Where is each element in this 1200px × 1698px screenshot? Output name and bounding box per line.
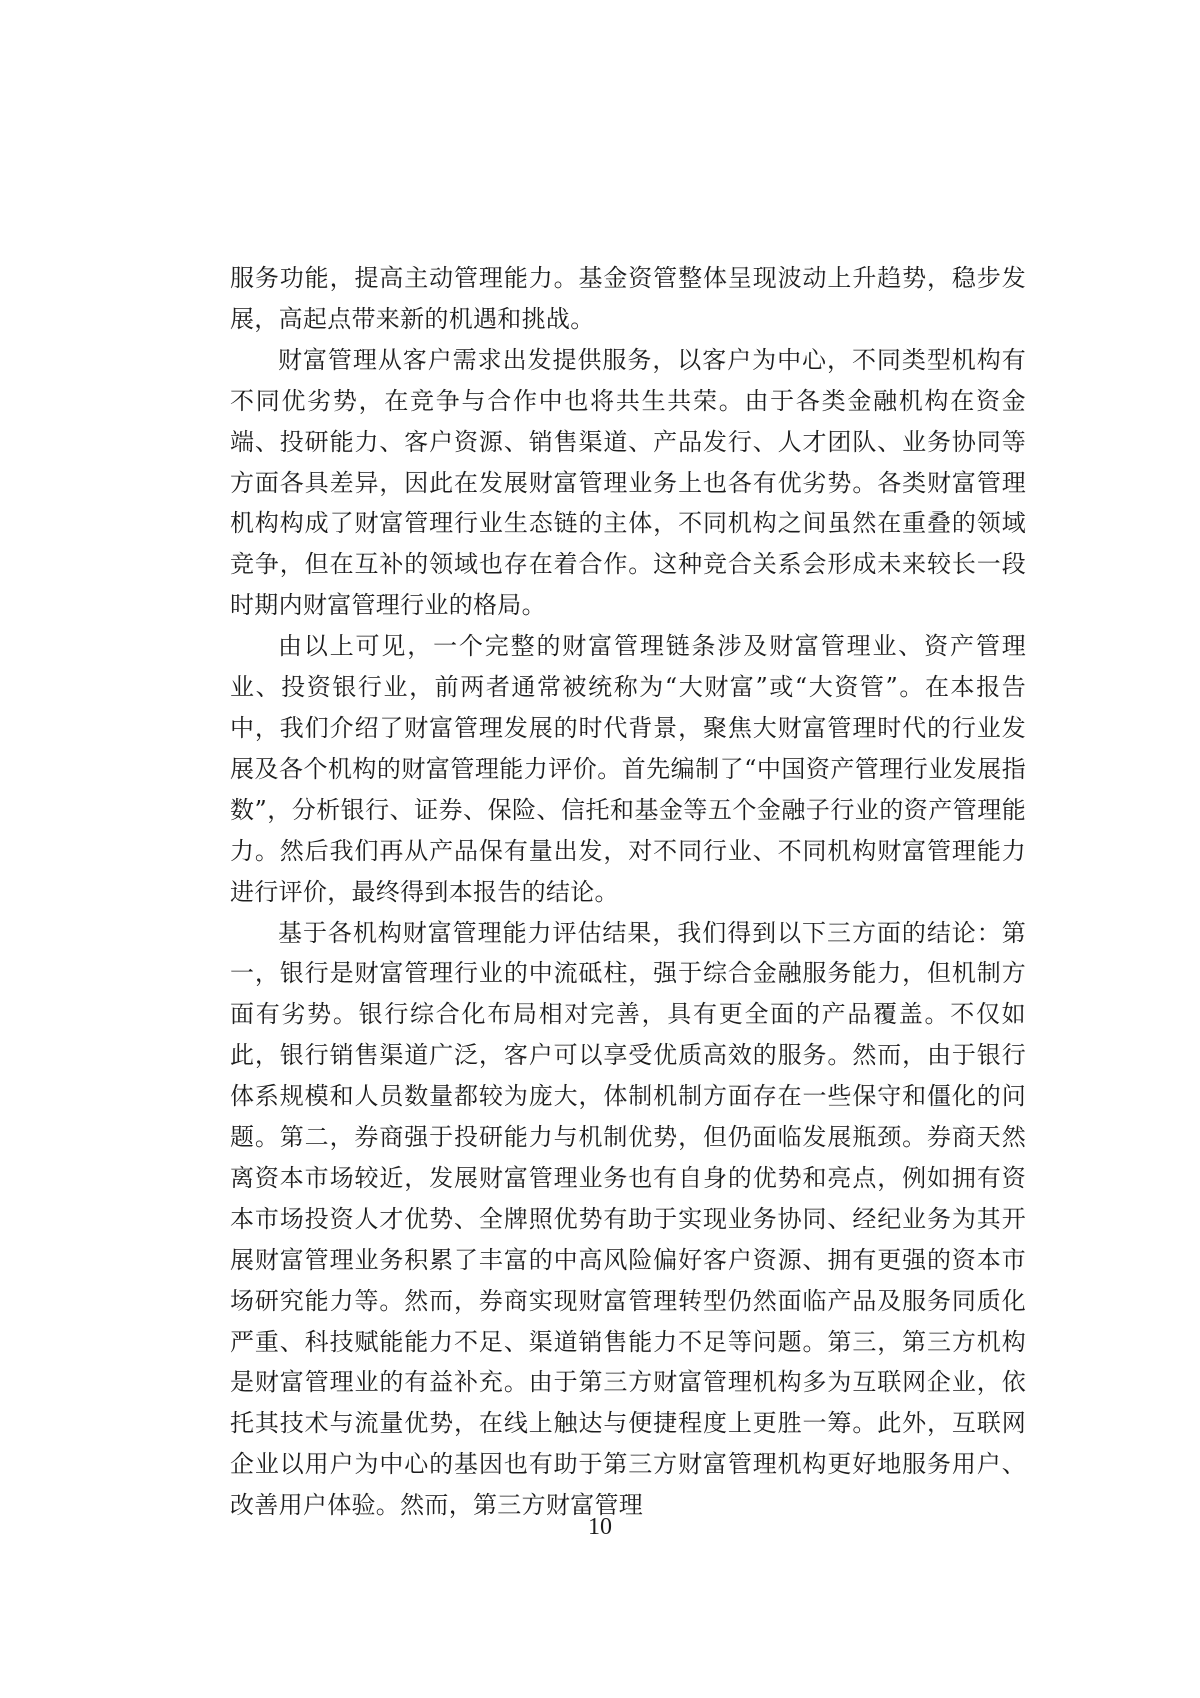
page-number: 10 bbox=[588, 1514, 612, 1540]
paragraph-report-overview: 由以上可见，一个完整的财富管理链条涉及财富管理业、资产管理业、投资银行业，前两者通常被统称为“大财富”或“大资管”。在本报告中，我们介绍了财富管理发展的时代背景，聚焦大财富管理时代的行业发展及各个机构的财富管理能力评价。首先编制了“中国资产管理行业发展指数”，分析银行、证券、保险、信托和基金等五个金融子行业的资产管理能力。然后我们再从产品保有量出发，对不同行业、不同机构财富管理能力进行评价，最终得到本报告的结论。 bbox=[230, 632, 1026, 906]
paragraph-wealth-management-competition: 财富管理从客户需求出发提供服务，以客户为中心，不同类型机构有不同优劣势，在竞争与合作中也将共生共荣。由于各类金融机构在资金端、投研能力、客户资源、销售渠道、产品发行、人才团队、业务协同等方面各具差异，因此在发展财富管理业务上也各有优劣势。各类财富管理机构构成了财富管理行业生态链的主体，不同机构之间虽然在重叠的领域竞争，但在互补的领域也存在着合作。这种竞合关系会形成未来较长一段时期内财富管理行业的格局。 bbox=[230, 345, 1026, 620]
body-text bbox=[230, 258, 1026, 1526]
paragraph-continuation: 服务功能，提高主动管理能力。基金资管整体呈现波动上升趋势，稳步发展，高起点带来新的机遇和挑战。 bbox=[230, 264, 1026, 333]
paragraph-conclusions: 基于各机构财富管理能力评估结果，我们得到以下三方面的结论：第一，银行是财富管理行业的中流砥柱，强于综合金融服务能力，但机制方面有劣势。银行综合化布局相对完善，具有更全面的产品覆盖。不仅如此，银行销售渠道广泛，客户可以享受优质高效的服务。然而，由于银行体系规模和人员数量都较为庞大，体制机制方面存在一些保守和僵化的问题。第二，券商强于投研能力与机制优势，但仍面临发展瓶颈。券商天然离资本市场较近，发展财富管理业务也有自身的优势和亮点，例如拥有资本市场投资人才优势、全牌照优势有助于实现业务协同、经纪业务为其开展财富管理业务积累了丰富的中高风险偏好客户资源、拥有更强的资本市场研究能力等。然而，券商实现财富管理转型仍然面临产品及服务同质化严重、科技赋能能力不足、渠道销售能力不足等问题。第三，第三方机构是财富管理业的有益补充。由于第三方财富管理机构多为互联网企业，依托其技术与流量优势，在线上触达与便捷程度上更胜一筹。此外，互联网企业以用户为中心的基因也有助于第三方财富管理机构更好地服务用户、改善用户体验。然而，第三方财富管理 bbox=[230, 918, 1026, 1520]
